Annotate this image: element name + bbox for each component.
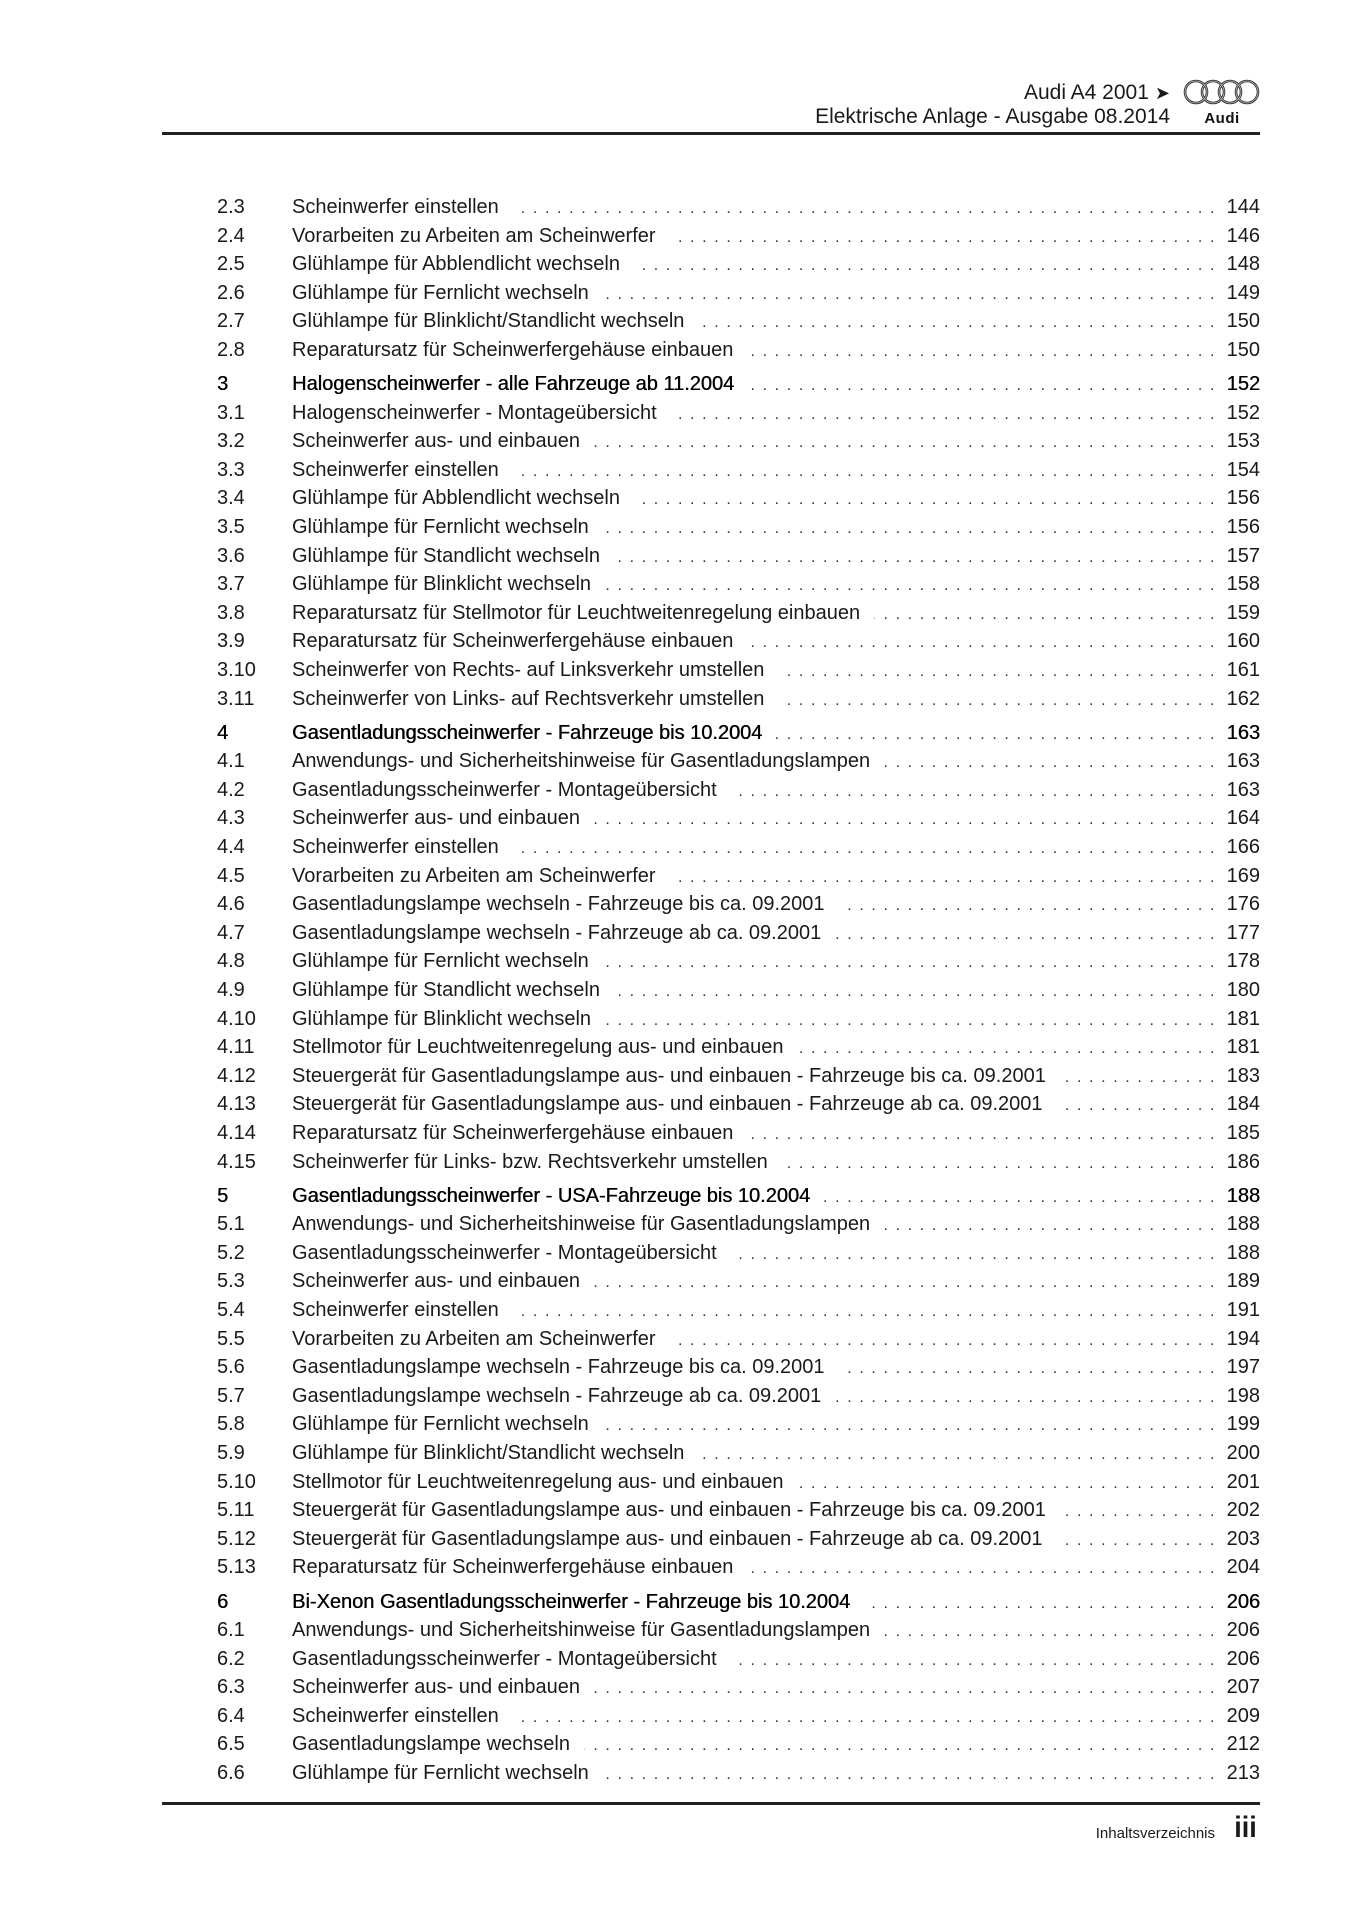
dot-leader bbox=[594, 429, 1216, 458]
toc-entry-number: 2.3 bbox=[217, 196, 245, 218]
toc-entry-page[interactable]: 197 bbox=[1226, 1356, 1260, 1379]
dot-leader bbox=[614, 978, 1216, 1007]
dot-leader bbox=[731, 1241, 1216, 1270]
toc-entry-number: 4.3 bbox=[217, 807, 245, 830]
toc-entry-title[interactable]: Anwendungs- und Sicherheitshinweise für Gasentladungslampen bbox=[292, 1213, 871, 1236]
toc-entry-number: 4.5 bbox=[217, 864, 245, 887]
toc-entry-title[interactable]: Gasentladungslampe wechseln - Fahrzeuge bis ca. 09.2001 bbox=[292, 1356, 825, 1379]
toc-entry-page[interactable]: 206 bbox=[1226, 1647, 1260, 1670]
toc-entry-number: 6.3 bbox=[217, 1676, 245, 1699]
toc-entry-number: 6.5 bbox=[217, 1733, 245, 1756]
toc-entry-title[interactable]: Anwendungs- und Sicherheitshinweise für Gasentladungslampen bbox=[292, 1619, 871, 1642]
toc-entry-title[interactable]: Steuergerät für Gasentladungslampe aus- und einbauen - Fahrzeuge bis ca. 09.2001 bbox=[292, 1064, 1046, 1087]
toc-entry-row[interactable] bbox=[217, 1553, 1260, 1582]
toc-entry-number: 5 bbox=[217, 1184, 229, 1207]
toc-entry-title[interactable]: Gasentladungsscheinwerfer - Fahrzeuge bis 10.2004 bbox=[292, 721, 763, 744]
dot-leader bbox=[634, 486, 1216, 515]
dot-leader bbox=[603, 1761, 1216, 1790]
toc-entry-title[interactable]: Steuergerät für Gasentladungslampe aus- und einbauen - Fahrzeuge ab ca. 09.2001 bbox=[292, 1093, 1043, 1116]
toc-entry-number: 2.5 bbox=[217, 253, 245, 276]
toc-entry-row[interactable] bbox=[217, 1090, 1260, 1119]
toc-entry-number: 3.11 bbox=[217, 687, 255, 710]
toc-entry-row[interactable] bbox=[217, 1496, 1260, 1525]
header-model-line bbox=[1024, 80, 1170, 106]
dot-leader bbox=[614, 544, 1216, 573]
dot-leader bbox=[778, 658, 1216, 687]
toc-entry-number: 4.2 bbox=[217, 778, 245, 801]
dot-leader bbox=[513, 1704, 1216, 1733]
dot-leader bbox=[594, 1269, 1216, 1298]
toc-entry-title[interactable]: Gasentladungsscheinwerfer - Montageübersicht bbox=[292, 778, 717, 801]
dot-leader bbox=[824, 1184, 1216, 1213]
toc-entry-title[interactable]: Gasentladungsscheinwerfer - Montageübersicht bbox=[292, 1647, 717, 1670]
toc-entry-row[interactable] bbox=[217, 1616, 1260, 1645]
toc-entry-row[interactable] bbox=[217, 279, 1260, 308]
toc-entry-row[interactable] bbox=[217, 862, 1260, 891]
toc-entry-row[interactable] bbox=[217, 193, 1260, 222]
toc-entry-row[interactable] bbox=[217, 399, 1260, 428]
toc-entry-number: 4.9 bbox=[217, 979, 245, 1002]
dot-leader bbox=[603, 1412, 1216, 1441]
dot-leader bbox=[747, 1555, 1216, 1584]
toc-entry-number: 3.3 bbox=[217, 458, 245, 481]
toc-entry-title[interactable]: Glühlampe für Abblendlicht wechseln bbox=[292, 487, 620, 510]
toc-entry-page[interactable]: 204 bbox=[1226, 1556, 1260, 1579]
toc-entry-title[interactable]: Steuergerät für Gasentladungslampe aus- und einbauen - Fahrzeuge ab ca. 09.2001 bbox=[292, 1527, 1043, 1550]
toc-entry-row[interactable] bbox=[217, 776, 1260, 805]
toc-entry-title[interactable]: Reparatursatz für Scheinwerfergehäuse einbauen bbox=[292, 1122, 734, 1144]
toc-entry-title[interactable]: Glühlampe für Standlicht wechseln bbox=[292, 979, 600, 1002]
toc-entry-page[interactable]: 157 bbox=[1226, 544, 1260, 567]
dot-leader bbox=[594, 1675, 1216, 1704]
toc-entry-title[interactable]: Scheinwerfer von Rechts- auf Linksverkehr umstellen bbox=[292, 659, 765, 681]
toc-chapter-row[interactable] bbox=[217, 719, 1260, 748]
dot-leader bbox=[698, 1441, 1216, 1470]
toc-entry-row[interactable] bbox=[217, 833, 1260, 862]
toc-entry-number: 4.14 bbox=[217, 1122, 256, 1144]
toc-entry-title[interactable]: Glühlampe für Blinklicht/Standlicht wechseln bbox=[292, 310, 685, 333]
toc-entry-page[interactable]: 188 bbox=[1226, 1184, 1260, 1207]
toc-entry-title[interactable]: Glühlampe für Fernlicht wechseln bbox=[292, 516, 589, 539]
toc-entry-page[interactable]: 209 bbox=[1226, 1704, 1260, 1727]
header-rule bbox=[162, 132, 1260, 135]
dot-leader bbox=[748, 372, 1216, 401]
dot-leader bbox=[1057, 1527, 1216, 1556]
dot-leader bbox=[1060, 1498, 1216, 1527]
toc-entry-page[interactable]: 153 bbox=[1226, 430, 1260, 453]
toc-entry-page[interactable]: 181 bbox=[1226, 1036, 1260, 1059]
dot-leader bbox=[1057, 1092, 1216, 1121]
toc-entry-number: 4.4 bbox=[217, 836, 245, 859]
toc-entry-title[interactable]: Stellmotor für Leuchtweitenregelung aus- und einbauen bbox=[292, 1036, 784, 1059]
toc-entry-row[interactable] bbox=[217, 1210, 1260, 1239]
toc-entry-number: 5.7 bbox=[217, 1384, 245, 1407]
dot-leader bbox=[670, 224, 1216, 253]
toc-entry-title[interactable]: Scheinwerfer einstellen bbox=[292, 196, 499, 218]
toc-entry-number: 6 bbox=[217, 1590, 229, 1613]
dot-leader bbox=[513, 458, 1216, 487]
toc-entry-row[interactable] bbox=[217, 1062, 1260, 1091]
toc-entry-page[interactable]: 200 bbox=[1226, 1442, 1260, 1465]
toc-entry-page[interactable]: 199 bbox=[1226, 1413, 1260, 1436]
dot-leader bbox=[835, 921, 1216, 950]
toc-entry-number: 6.6 bbox=[217, 1762, 245, 1785]
toc-entry-row[interactable] bbox=[217, 627, 1260, 656]
toc-entry-title[interactable]: Scheinwerfer einstellen bbox=[292, 1299, 499, 1322]
toc-entry-number: 4.13 bbox=[217, 1093, 256, 1116]
toc-entry-number: 4.15 bbox=[217, 1150, 256, 1173]
dot-leader bbox=[698, 309, 1216, 338]
dot-leader bbox=[874, 601, 1216, 630]
toc-entry-row[interactable] bbox=[217, 542, 1260, 571]
dot-leader bbox=[605, 1007, 1216, 1036]
toc-entry-page[interactable]: 163 bbox=[1226, 778, 1260, 801]
toc-entry-page[interactable]: 161 bbox=[1226, 659, 1260, 681]
toc-entry-page[interactable]: 191 bbox=[1226, 1299, 1260, 1322]
toc-entry-title[interactable]: Gasentladungsscheinwerfer - Montageübersicht bbox=[292, 1241, 717, 1264]
toc-entry-title[interactable]: Scheinwerfer von Links- auf Rechtsverkehr umstellen bbox=[292, 687, 765, 710]
toc-entry-page[interactable]: 144 bbox=[1226, 196, 1260, 218]
toc-entry-row[interactable] bbox=[217, 1382, 1260, 1411]
toc-entry-number: 5.3 bbox=[217, 1270, 245, 1293]
toc-entry-row[interactable] bbox=[217, 976, 1260, 1005]
toc-entry-number: 2.8 bbox=[217, 338, 245, 361]
dot-leader bbox=[513, 195, 1216, 224]
toc-entry-title[interactable]: Glühlampe für Standlicht wechseln bbox=[292, 544, 600, 567]
toc-entry-page[interactable]: 158 bbox=[1226, 573, 1260, 596]
toc-entry-page[interactable]: 180 bbox=[1226, 979, 1260, 1002]
dot-leader bbox=[594, 806, 1216, 835]
toc-entry-title[interactable]: Steuergerät für Gasentladungslampe aus- und einbauen - Fahrzeuge bis ca. 09.2001 bbox=[292, 1499, 1046, 1522]
toc-entry-number: 5.13 bbox=[217, 1556, 256, 1579]
dot-leader bbox=[884, 1618, 1216, 1647]
toc-entry-number: 5.11 bbox=[217, 1499, 255, 1522]
toc-entry-title[interactable]: Glühlampe für Blinklicht wechseln bbox=[292, 1007, 592, 1030]
toc-entry-row[interactable] bbox=[217, 947, 1260, 976]
dot-leader bbox=[731, 778, 1216, 807]
toc-entry-title[interactable]: Vorarbeiten zu Arbeiten am Scheinwerfer bbox=[292, 1327, 656, 1350]
toc-entry-number: 5.4 bbox=[217, 1299, 245, 1322]
toc-entry-title[interactable]: Scheinwerfer für Links- bzw. Rechtsverkehr umstellen bbox=[292, 1150, 768, 1173]
toc-entry-number: 2.4 bbox=[217, 224, 245, 247]
toc-entry-page[interactable]: 213 bbox=[1226, 1762, 1260, 1785]
toc-entry-page[interactable]: 203 bbox=[1226, 1527, 1260, 1550]
audi-rings-icon bbox=[1183, 78, 1261, 106]
header-subtitle: Elektrische Anlage - Ausgabe 08.2014 bbox=[815, 105, 1170, 128]
toc-entry-title[interactable]: Glühlampe für Fernlicht wechseln bbox=[292, 1413, 589, 1436]
toc-entry-title[interactable]: Bi-Xenon Gasentladungsscheinwerfer - Fahrzeuge bis 10.2004 bbox=[292, 1590, 851, 1613]
toc-entry-row[interactable] bbox=[217, 513, 1260, 542]
toc-entry-number: 2.7 bbox=[217, 310, 245, 333]
toc-entry-page[interactable]: 149 bbox=[1226, 281, 1260, 304]
toc-entry-row[interactable] bbox=[217, 1673, 1260, 1702]
dot-leader bbox=[670, 864, 1216, 893]
toc-entry-title[interactable]: Glühlampe für Blinklicht/Standlicht wechseln bbox=[292, 1442, 685, 1465]
toc-entry-page[interactable]: 212 bbox=[1226, 1733, 1260, 1756]
toc-entry-title[interactable]: Glühlampe für Blinklicht wechseln bbox=[292, 573, 592, 596]
toc-entry-page[interactable]: 152 bbox=[1226, 401, 1260, 424]
toc-entry-page[interactable]: 183 bbox=[1226, 1064, 1260, 1087]
toc-entry-row[interactable] bbox=[217, 427, 1260, 456]
toc-entry-number: 5.8 bbox=[217, 1413, 245, 1436]
toc-entry-number: 5.1 bbox=[217, 1213, 245, 1236]
dot-leader bbox=[839, 892, 1216, 921]
toc-entry-number: 3.9 bbox=[217, 630, 245, 653]
dot-leader bbox=[513, 835, 1216, 864]
toc-entry-row[interactable] bbox=[217, 250, 1260, 279]
toc-entry-row[interactable] bbox=[217, 1325, 1260, 1354]
toc-entry-page[interactable]: 152 bbox=[1226, 373, 1260, 396]
toc-entry-page[interactable]: 206 bbox=[1226, 1619, 1260, 1642]
toc-entry-title[interactable]: Gasentladungslampe wechseln - Fahrzeuge bis ca. 09.2001 bbox=[292, 893, 825, 916]
toc-entry-title[interactable]: Glühlampe für Fernlicht wechseln bbox=[292, 281, 589, 304]
toc-entry-page[interactable]: 207 bbox=[1226, 1676, 1260, 1699]
toc-entry-number: 6.1 bbox=[217, 1619, 245, 1642]
toc-entry-title[interactable]: Scheinwerfer aus- und einbauen bbox=[292, 1676, 580, 1699]
toc-entry-page[interactable]: 201 bbox=[1226, 1470, 1260, 1493]
dot-leader bbox=[634, 252, 1216, 281]
toc-entry-page[interactable]: 164 bbox=[1226, 807, 1260, 830]
toc-entry-page[interactable]: 156 bbox=[1226, 516, 1260, 539]
toc-entry-title[interactable]: Reparatursatz für Scheinwerfergehäuse einbauen bbox=[292, 1556, 734, 1579]
toc-entry-number: 3.4 bbox=[217, 487, 245, 510]
toc-entry-row[interactable] bbox=[217, 804, 1260, 833]
dot-leader bbox=[864, 1590, 1216, 1619]
dot-leader bbox=[839, 1355, 1216, 1384]
toc-entry-page[interactable]: 154 bbox=[1226, 458, 1260, 481]
toc-entry-page[interactable]: 169 bbox=[1226, 864, 1260, 887]
toc-entry-row[interactable] bbox=[217, 1468, 1260, 1497]
toc-entry-number: 3.5 bbox=[217, 516, 245, 539]
toc-entry-title[interactable]: Gasentladungslampe wechseln - Fahrzeuge ab ca. 09.2001 bbox=[292, 921, 822, 944]
toc-entry-page[interactable]: 178 bbox=[1226, 950, 1260, 973]
header-model: Audi A4 2001 bbox=[1023, 81, 1149, 104]
toc-entry-number: 3 bbox=[217, 373, 229, 396]
dot-leader bbox=[603, 949, 1216, 978]
dot-leader bbox=[797, 1470, 1216, 1499]
toc-entry-title[interactable]: Gasentladungslampe wechseln - Fahrzeuge ab ca. 09.2001 bbox=[292, 1384, 822, 1407]
toc-entry-page[interactable]: 160 bbox=[1226, 630, 1260, 653]
dot-leader bbox=[605, 572, 1216, 601]
dot-leader bbox=[884, 749, 1216, 778]
toc-entry-title[interactable]: Reparatursatz für Scheinwerfergehäuse einbauen bbox=[292, 338, 734, 361]
toc-entry-page[interactable]: 146 bbox=[1226, 224, 1260, 247]
dot-leader bbox=[603, 515, 1216, 544]
toc-entry-title[interactable]: Glühlampe für Fernlicht wechseln bbox=[292, 950, 589, 973]
dot-leader bbox=[513, 1298, 1216, 1327]
toc-entry-row[interactable] bbox=[217, 1439, 1260, 1468]
toc-entry-row[interactable] bbox=[217, 1267, 1260, 1296]
toc-entry-number: 4.6 bbox=[217, 893, 245, 916]
toc-entry-page[interactable]: 163 bbox=[1226, 750, 1260, 773]
toc-entry-page[interactable]: 150 bbox=[1226, 310, 1260, 333]
toc-entry-row[interactable] bbox=[217, 890, 1260, 919]
dot-leader bbox=[670, 1327, 1216, 1356]
toc-entry-number: 5.10 bbox=[217, 1470, 256, 1493]
toc-entry-page[interactable]: 185 bbox=[1226, 1122, 1260, 1144]
toc-entry-number: 5.2 bbox=[217, 1241, 245, 1264]
toc-entry-row[interactable] bbox=[217, 919, 1260, 948]
toc-entry-page[interactable]: 150 bbox=[1226, 338, 1260, 361]
toc-entry-number: 3.7 bbox=[217, 573, 245, 596]
audi-wordmark: Audi bbox=[1204, 110, 1240, 127]
toc-entry-title[interactable]: Scheinwerfer einstellen bbox=[292, 836, 499, 859]
toc-entry-number: 5.9 bbox=[217, 1442, 245, 1465]
toc-entry-page[interactable]: 163 bbox=[1226, 721, 1260, 744]
toc-entry-title[interactable]: Stellmotor für Leuchtweitenregelung aus- und einbauen bbox=[292, 1470, 784, 1493]
audi-logo bbox=[1183, 78, 1261, 128]
toc-entry-row[interactable] bbox=[217, 1759, 1260, 1788]
toc-entry-title[interactable]: Scheinwerfer aus- und einbauen bbox=[292, 807, 580, 830]
toc-entry-number: 6.2 bbox=[217, 1647, 245, 1670]
dot-leader bbox=[884, 1212, 1216, 1241]
toc-entry-title[interactable]: Reparatursatz für Scheinwerfergehäuse einbauen bbox=[292, 630, 734, 653]
toc-entry-page[interactable]: 162 bbox=[1226, 687, 1260, 710]
dot-leader bbox=[778, 687, 1216, 716]
toc-entry-number: 3.10 bbox=[217, 659, 256, 681]
toc-entry-row[interactable] bbox=[217, 599, 1260, 628]
toc-entry-page[interactable]: 176 bbox=[1226, 893, 1260, 916]
toc-entry-row[interactable] bbox=[217, 1005, 1260, 1034]
toc-entry-number: 6.4 bbox=[217, 1704, 245, 1727]
toc-entry-number: 4.11 bbox=[217, 1036, 255, 1059]
dot-leader bbox=[835, 1384, 1216, 1413]
footer-section-label: Inhaltsverzeichnis bbox=[1095, 1825, 1215, 1842]
toc-entry-row[interactable] bbox=[217, 1645, 1260, 1674]
toc-entry-page[interactable]: 184 bbox=[1226, 1093, 1260, 1116]
toc-entry-number: 3.6 bbox=[217, 544, 245, 567]
toc-entry-number: 3.1 bbox=[217, 401, 245, 424]
footer-page-number: iii bbox=[1234, 1811, 1257, 1844]
toc-entry-number: 5.5 bbox=[217, 1327, 245, 1350]
toc-chapter-row[interactable] bbox=[217, 1588, 1260, 1617]
toc-entry-number: 4 bbox=[217, 721, 229, 744]
dot-leader bbox=[747, 338, 1216, 367]
toc-entry-title[interactable]: Scheinwerfer einstellen bbox=[292, 458, 499, 481]
toc-entry-page[interactable]: 156 bbox=[1226, 487, 1260, 510]
toc-entry-title[interactable]: Halogenscheinwerfer - Montageübersicht bbox=[292, 401, 657, 424]
toc-entry-row[interactable] bbox=[217, 570, 1260, 599]
toc-entry-title[interactable]: Reparatursatz für Stellmotor für Leuchtweitenregelung einbauen bbox=[292, 601, 861, 624]
dot-leader bbox=[671, 401, 1216, 430]
arrow-right-icon: ➤ bbox=[1154, 83, 1170, 103]
toc-entry-title[interactable]: Scheinwerfer aus- und einbauen bbox=[292, 430, 580, 453]
toc-entry-row[interactable] bbox=[217, 336, 1260, 365]
toc-entry-number: 4.8 bbox=[217, 950, 245, 973]
toc-entry-row[interactable] bbox=[217, 1033, 1260, 1062]
toc-entry-page[interactable]: 188 bbox=[1226, 1241, 1260, 1264]
toc-entry-title[interactable]: Gasentladungsscheinwerfer - USA-Fahrzeuge bis 10.2004 bbox=[292, 1184, 811, 1207]
toc-entry-page[interactable]: 148 bbox=[1226, 253, 1260, 276]
toc-entry-row[interactable] bbox=[217, 1730, 1260, 1759]
dot-leader bbox=[797, 1035, 1216, 1064]
toc-chapter-row[interactable] bbox=[217, 1182, 1260, 1211]
toc-entry-row[interactable] bbox=[217, 1296, 1260, 1325]
toc-entry-row[interactable] bbox=[217, 1119, 1260, 1148]
toc-entry-number: 4.7 bbox=[217, 921, 245, 944]
toc-entry-row[interactable] bbox=[217, 456, 1260, 485]
toc-entry-row[interactable] bbox=[217, 222, 1260, 251]
toc-entry-title[interactable]: Glühlampe für Abblendlicht wechseln bbox=[292, 253, 620, 276]
toc-entry-title[interactable]: Scheinwerfer einstellen bbox=[292, 1704, 499, 1727]
toc-entry-page[interactable]: 186 bbox=[1226, 1150, 1260, 1173]
toc-entry-row[interactable] bbox=[217, 1702, 1260, 1731]
dot-leader bbox=[1060, 1064, 1216, 1093]
toc-entry-number: 2.6 bbox=[217, 281, 245, 304]
toc-entry-title[interactable]: Anwendungs- und Sicherheitshinweise für Gasentladungslampen bbox=[292, 750, 871, 773]
toc-entry-title[interactable]: Vorarbeiten zu Arbeiten am Scheinwerfer bbox=[292, 224, 656, 247]
toc-entry-row[interactable] bbox=[217, 1148, 1260, 1177]
dot-leader bbox=[584, 1732, 1216, 1761]
toc-entry-number: 5.12 bbox=[217, 1527, 256, 1550]
table-of-contents bbox=[217, 193, 1260, 1788]
toc-entry-row[interactable] bbox=[217, 747, 1260, 776]
toc-chapter-row[interactable] bbox=[217, 370, 1260, 399]
toc-entry-number: 4.10 bbox=[217, 1007, 256, 1030]
dot-leader bbox=[603, 281, 1216, 310]
toc-entry-page[interactable]: 181 bbox=[1226, 1007, 1260, 1030]
toc-entry-title[interactable]: Scheinwerfer aus- und einbauen bbox=[292, 1270, 580, 1293]
toc-entry-number: 4.1 bbox=[217, 750, 245, 773]
dot-leader bbox=[782, 1150, 1216, 1179]
toc-entry-row[interactable] bbox=[217, 484, 1260, 513]
toc-entry-row[interactable] bbox=[217, 685, 1260, 714]
toc-entry-row[interactable] bbox=[217, 1239, 1260, 1268]
toc-entry-row[interactable] bbox=[217, 1410, 1260, 1439]
toc-entry-number: 3.2 bbox=[217, 430, 245, 453]
toc-entry-page[interactable]: 194 bbox=[1226, 1327, 1260, 1350]
toc-entry-page[interactable]: 177 bbox=[1226, 921, 1260, 944]
toc-entry-title[interactable]: Glühlampe für Fernlicht wechseln bbox=[292, 1762, 589, 1785]
dot-leader bbox=[731, 1647, 1216, 1676]
dot-leader bbox=[747, 629, 1216, 658]
toc-entry-title[interactable]: Gasentladungslampe wechseln bbox=[292, 1733, 570, 1756]
toc-entry-row[interactable] bbox=[217, 1353, 1260, 1382]
toc-entry-row[interactable] bbox=[217, 1525, 1260, 1554]
toc-entry-page[interactable]: 166 bbox=[1226, 836, 1260, 859]
toc-entry-page[interactable]: 159 bbox=[1226, 601, 1260, 624]
toc-entry-page[interactable]: 189 bbox=[1226, 1270, 1260, 1293]
toc-entry-page[interactable]: 188 bbox=[1226, 1213, 1260, 1236]
dot-leader bbox=[747, 1121, 1216, 1150]
toc-entry-title[interactable]: Vorarbeiten zu Arbeiten am Scheinwerfer bbox=[292, 864, 656, 887]
dot-leader bbox=[776, 721, 1216, 750]
toc-entry-number: 3.8 bbox=[217, 601, 245, 624]
toc-entry-number: 5.6 bbox=[217, 1356, 245, 1379]
toc-entry-row[interactable] bbox=[217, 656, 1260, 685]
toc-entry-row[interactable] bbox=[217, 307, 1260, 336]
toc-entry-title[interactable]: Halogenscheinwerfer - alle Fahrzeuge ab 11.2004 bbox=[292, 373, 735, 396]
toc-entry-page[interactable]: 202 bbox=[1226, 1499, 1260, 1522]
toc-entry-page[interactable]: 198 bbox=[1226, 1384, 1260, 1407]
footer-rule bbox=[162, 1802, 1260, 1805]
toc-entry-number: 4.12 bbox=[217, 1064, 256, 1087]
toc-entry-page[interactable]: 206 bbox=[1226, 1590, 1260, 1613]
